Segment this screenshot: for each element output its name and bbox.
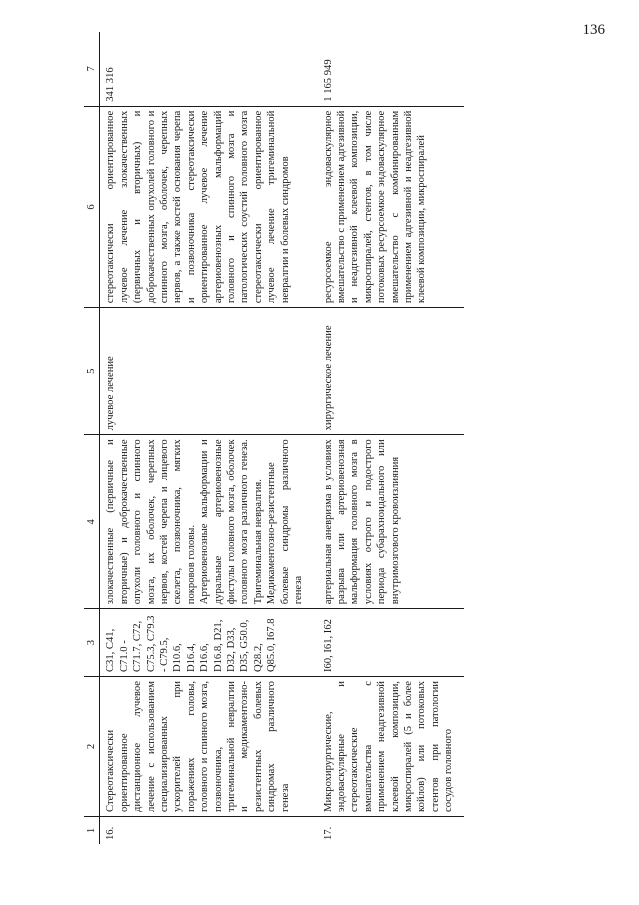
- page-number: 136: [582, 22, 605, 38]
- column-header-4: 4: [84, 435, 100, 609]
- cost-value: 1 165 949: [314, 32, 464, 106]
- vmp-name: Микрохирургические, эндоваскулярные и стереотаксические вмешательства с применением неадгезивной клеевой композиции, микроспиралей (5 и более койлов) или потоковых стентов при патологии сосудов головного: [314, 677, 464, 817]
- diagnosis-text: Медикаментозно-резистентные болевые синдромы различного генеза: [266, 439, 305, 605]
- cost-value: 341 316: [100, 32, 314, 106]
- table-row: [314, 32, 464, 844]
- treatment-type: лучевое лечение: [100, 308, 314, 435]
- column-header-1: 1: [84, 816, 100, 844]
- icd-codes: I60, I61, I62: [314, 609, 464, 677]
- table-row: [100, 32, 314, 844]
- diagnosis-text: злокачественные (первичные и вторичные) и доброкачественные опухоли головного и спинного мозга, их оболочек, черепных нервов, костей черепа и лицевого скелета, позвоночника, мягких покровов головы.: [105, 439, 197, 605]
- diagnosis-cell: [100, 435, 314, 609]
- diagnosis-text: Артериовенозные мальформации и дуральные артериовенозные фистулы головного мозга, оболочек головного мозга различного генеза. Тригеминальная невралгия.: [199, 439, 264, 605]
- column-header-7: 7: [84, 32, 100, 106]
- row-number: 16.: [105, 826, 117, 840]
- icd-codes: C31, C41, C71.0 - C71.7, C72, C75.3, C79.3 - C79.5, D10.6, D16.4, D16.6, D16.8, D21, D32, D33, D35, G50.0, Q28.2, Q85.0, I67.8: [100, 609, 314, 677]
- column-header-6: 6: [84, 106, 100, 307]
- vmp-table: [84, 32, 464, 844]
- diagnosis-text: артериальная аневризма в условиях разрыва или артериовенозная мальформация головного мозга в условиях острого и подострого периода субарахноидального или внутримозгового кровоизлияния: [322, 439, 401, 605]
- treatment-type: хирургическое лечение: [314, 308, 464, 435]
- column-header-5: 5: [84, 308, 100, 435]
- rotated-page-content: [84, 32, 536, 844]
- header-row: [84, 32, 100, 844]
- column-header-2: 2: [84, 677, 100, 817]
- diagnosis-cell: [314, 435, 464, 609]
- treatment-method: ресурсоемкое эндоваскулярное вмешательство с применением адгезивной и неадгезивной клеевой композиции, микроспиралей, стентов, в том числе потоковых ресурсоемкое эндоваскулярное вмешательство с комбинированным применением адгезивной и неадгезивной клеевой композиции, микроспиралей: [314, 106, 464, 307]
- row-number: 17.: [322, 826, 334, 840]
- treatment-method: стереотаксически ориентированное лучевое лечение злокачественных (первичных и вторичных) и доброкачественных опухолей головного и спинного мозга, оболочек, черепных нервов, а также костей основания черепа и позвоночника стереотаксически ориентированное лучевое лечение артериовенозных мальформаций головного и спинного мозга и патологических соустий головного мозга стереотаксически ориентированное лучевое лечение тригеминальной невралгии и болевых синдромов: [100, 106, 314, 307]
- vmp-name: Стереотаксически ориентированное дистанционное лучевое лечение с использованием специализированных ускорителей при поражениях головы, головного и спинного мозга, позвоночника, тригеминальной невралгии и медикаментозно-резистентных болевых синдромах различного генеза: [100, 677, 314, 817]
- column-header-3: 3: [84, 609, 100, 677]
